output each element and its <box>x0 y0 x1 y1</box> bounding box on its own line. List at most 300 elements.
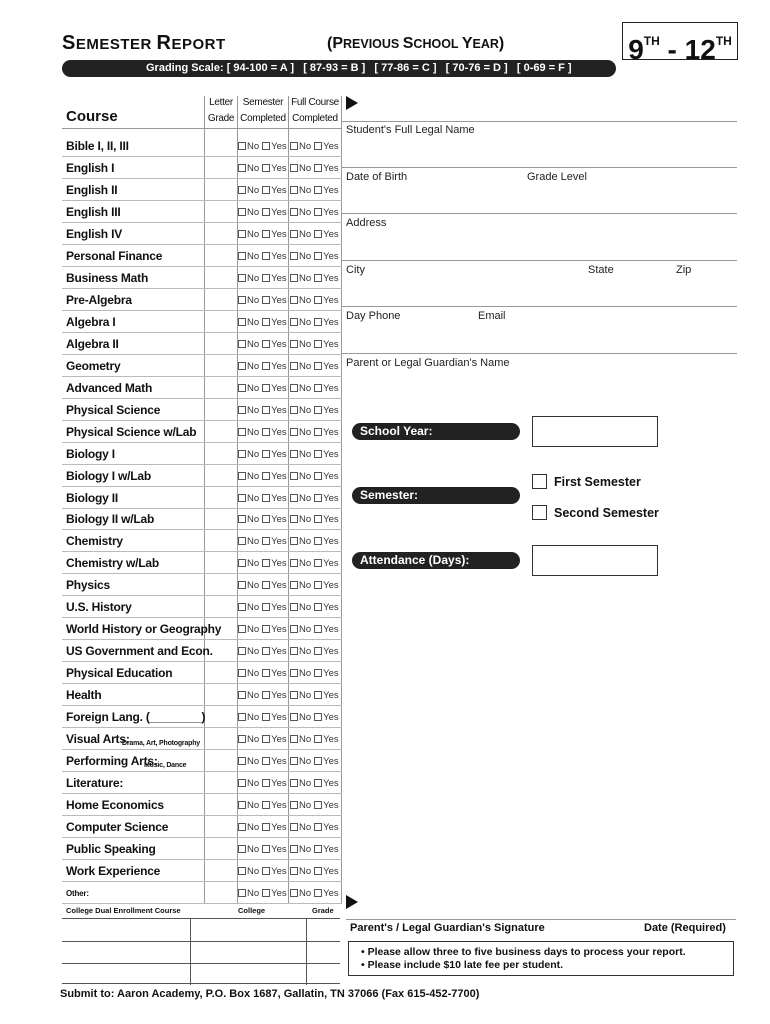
full-course-yes-checkbox[interactable] <box>314 230 322 238</box>
full-course-yes-checkbox[interactable] <box>314 142 322 150</box>
semester-no-checkbox[interactable] <box>238 691 246 699</box>
full-course-yes-checkbox[interactable] <box>314 362 322 370</box>
letter-grade-header: Letter Grade <box>207 97 235 124</box>
full-course-no-label: No <box>299 141 312 152</box>
letter-grade-cell[interactable] <box>205 883 237 902</box>
semester-no-checkbox[interactable] <box>238 230 246 238</box>
semester-yes-checkbox[interactable] <box>262 867 270 875</box>
student-name-field[interactable] <box>342 121 737 122</box>
semester-no-label: No <box>247 404 260 416</box>
semester-options <box>238 251 290 262</box>
full-course-yes-label: Yes <box>323 712 339 724</box>
full-course-yes-label: Yes <box>323 646 339 658</box>
letter-grade-cell[interactable] <box>205 180 237 199</box>
semester-yes-label: Yes <box>271 887 287 899</box>
semester-yes-label: Yes <box>271 668 287 680</box>
semester-yes-checkbox[interactable] <box>262 735 270 743</box>
full-course-no-checkbox[interactable] <box>290 581 298 589</box>
semester-yes-checkbox[interactable] <box>262 625 270 633</box>
full-course-no-checkbox[interactable] <box>290 823 298 831</box>
letter-grade-cell[interactable] <box>205 246 237 265</box>
semester-options <box>238 580 290 591</box>
zip-label: Zip <box>676 264 692 276</box>
full-course-no-label: No <box>299 558 312 570</box>
full-course-no-label: No <box>299 404 312 416</box>
semester-no-checkbox[interactable] <box>238 669 246 677</box>
semester-yes-checkbox[interactable] <box>262 691 270 699</box>
full-course-yes-checkbox[interactable] <box>314 757 322 765</box>
course-row <box>62 574 342 596</box>
letter-grade-cell[interactable] <box>205 663 237 682</box>
letter-grade-cell[interactable] <box>205 422 237 441</box>
full-course-yes-checkbox[interactable] <box>314 867 322 875</box>
full-course-yes-checkbox[interactable] <box>314 845 322 853</box>
letter-grade-cell[interactable] <box>205 224 237 243</box>
semester-yes-checkbox[interactable] <box>262 779 270 787</box>
course-row <box>62 706 342 728</box>
full-course-yes-checkbox[interactable] <box>314 515 322 523</box>
first-semester-checkbox[interactable] <box>532 474 547 489</box>
full-course-no-checkbox[interactable] <box>290 713 298 721</box>
school-year-input[interactable] <box>532 416 658 447</box>
full-course-no-checkbox[interactable] <box>290 164 298 172</box>
full-course-no-label: No <box>299 734 312 746</box>
semester-no-label: No <box>247 844 260 856</box>
letter-grade-cell[interactable] <box>205 817 237 836</box>
arrow-right-icon <box>346 96 358 110</box>
dob-field[interactable] <box>342 167 737 168</box>
semester-yes-checkbox[interactable] <box>262 340 270 348</box>
semester-yes-checkbox[interactable] <box>262 450 270 458</box>
letter-grade-cell[interactable] <box>205 136 237 155</box>
letter-grade-cell[interactable] <box>205 619 237 638</box>
semester-options <box>238 822 290 833</box>
grade-level-label: Grade Level <box>527 171 587 183</box>
full-course-no-checkbox[interactable] <box>290 142 298 150</box>
full-course-yes-checkbox[interactable] <box>314 647 322 655</box>
full-course-no-checkbox[interactable] <box>290 889 298 897</box>
full-course-yes-checkbox[interactable] <box>314 581 322 589</box>
semester-yes-checkbox[interactable] <box>262 757 270 765</box>
semester-no-label: No <box>247 184 260 196</box>
signature-field[interactable] <box>346 919 736 920</box>
letter-grade-cell[interactable] <box>205 707 237 726</box>
first-semester-label: First Semester <box>554 475 641 489</box>
full-course-no-label: No <box>299 360 312 372</box>
full-course-no-label: No <box>299 426 312 438</box>
semester-no-checkbox[interactable] <box>238 142 246 150</box>
full-course-options <box>290 822 342 833</box>
full-course-no-checkbox[interactable] <box>290 428 298 436</box>
full-course-yes-checkbox[interactable] <box>314 296 322 304</box>
second-semester-checkbox[interactable] <box>532 505 547 520</box>
course-name: Algebra I <box>66 314 116 329</box>
course-name: Visual Arts: <box>66 732 130 747</box>
full-course-no-label: No <box>299 250 312 262</box>
semester-no-checkbox[interactable] <box>238 889 246 897</box>
course-row <box>62 530 342 552</box>
semester-yes-label: Yes <box>271 338 287 350</box>
semester-no-checkbox[interactable] <box>238 647 246 655</box>
full-course-no-checkbox[interactable] <box>290 186 298 194</box>
full-course-yes-label: Yes <box>323 338 339 350</box>
semester-no-checkbox[interactable] <box>238 252 246 260</box>
full-course-no-checkbox[interactable] <box>290 340 298 348</box>
semester-yes-checkbox[interactable] <box>262 318 270 326</box>
full-course-no-checkbox[interactable] <box>290 559 298 567</box>
course-row <box>62 860 342 882</box>
letter-grade-cell[interactable] <box>205 751 237 770</box>
letter-grade-cell[interactable] <box>205 356 237 375</box>
semester-no-label: No <box>247 141 260 152</box>
full-course-yes-label: Yes <box>323 887 339 899</box>
full-course-yes-label: Yes <box>323 624 339 636</box>
full-course-no-checkbox[interactable] <box>290 537 298 545</box>
semester-yes-label: Yes <box>271 844 287 856</box>
semester-options <box>238 888 290 899</box>
letter-grade-cell[interactable] <box>205 466 237 485</box>
course-name: Public Speaking <box>66 842 156 857</box>
full-course-yes-checkbox[interactable] <box>314 713 322 721</box>
semester-yes-label: Yes <box>271 382 287 394</box>
semester-yes-checkbox[interactable] <box>262 472 270 480</box>
semester-no-checkbox[interactable] <box>238 537 246 545</box>
letter-grade-cell[interactable] <box>205 202 237 221</box>
semester-no-checkbox[interactable] <box>238 384 246 392</box>
full-course-no-checkbox[interactable] <box>290 603 298 611</box>
semester-no-checkbox[interactable] <box>238 340 246 348</box>
course-row <box>62 552 342 574</box>
full-course-no-label: No <box>299 382 312 394</box>
semester-no-checkbox[interactable] <box>238 428 246 436</box>
semester-no-checkbox[interactable] <box>238 713 246 721</box>
full-course-yes-checkbox[interactable] <box>314 889 322 897</box>
semester-yes-label: Yes <box>271 624 287 636</box>
full-course-no-checkbox[interactable] <box>290 845 298 853</box>
semester-no-checkbox[interactable] <box>238 318 246 326</box>
letter-grade-cell[interactable] <box>205 685 237 704</box>
semester-no-checkbox[interactable] <box>238 735 246 743</box>
semester-yes-checkbox[interactable] <box>262 647 270 655</box>
full-course-yes-checkbox[interactable] <box>314 208 322 216</box>
semester-no-checkbox[interactable] <box>238 559 246 567</box>
semester-no-label: No <box>247 360 260 372</box>
semester-no-label: No <box>247 514 260 526</box>
semester-no-checkbox[interactable] <box>238 186 246 194</box>
full-course-no-checkbox[interactable] <box>290 472 298 480</box>
full-course-no-label: No <box>299 272 312 284</box>
semester-yes-checkbox[interactable] <box>262 406 270 414</box>
full-course-yes-checkbox[interactable] <box>314 274 322 282</box>
full-course-yes-checkbox[interactable] <box>314 428 322 436</box>
semester-no-checkbox[interactable] <box>238 164 246 172</box>
semester-no-label: No <box>247 756 260 768</box>
full-course-no-label: No <box>299 602 312 614</box>
course-name: Business Math <box>66 270 149 285</box>
semester-yes-checkbox[interactable] <box>262 581 270 589</box>
attendance-input[interactable] <box>532 545 658 576</box>
course-row <box>62 421 342 443</box>
grading-scale-bar: Grading Scale: [ 94-100 = A ] [ 87-93 = B ] [ 77-86 = C ] [ 70-76 = D ] [ 0-69 = F ] <box>62 60 616 77</box>
full-course-options <box>290 756 342 767</box>
semester-options <box>238 800 290 811</box>
full-course-options <box>290 273 342 284</box>
letter-grade-cell[interactable] <box>205 553 237 572</box>
full-course-no-checkbox[interactable] <box>290 669 298 677</box>
full-course-yes-checkbox[interactable] <box>314 472 322 480</box>
full-course-yes-checkbox[interactable] <box>314 340 322 348</box>
course-name: Chemistry w/Lab <box>66 556 160 571</box>
semester-no-checkbox[interactable] <box>238 845 246 853</box>
full-course-options <box>290 888 342 899</box>
full-course-no-checkbox[interactable] <box>290 494 298 502</box>
full-course-no-checkbox[interactable] <box>290 384 298 392</box>
course-name: Other: <box>66 888 89 898</box>
attendance-label: Attendance (Days): <box>352 552 520 569</box>
full-course-yes-checkbox[interactable] <box>314 164 322 172</box>
semester-yes-checkbox[interactable] <box>262 559 270 567</box>
course-name: Biology II <box>66 490 119 505</box>
full-course-no-label: No <box>299 536 312 548</box>
full-course-no-checkbox[interactable] <box>290 208 298 216</box>
full-course-yes-checkbox[interactable] <box>314 779 322 787</box>
full-course-no-checkbox[interactable] <box>290 274 298 282</box>
semester-no-checkbox[interactable] <box>238 581 246 589</box>
semester-yes-checkbox[interactable] <box>262 274 270 282</box>
full-course-yes-label: Yes <box>323 206 339 218</box>
semester-yes-checkbox[interactable] <box>262 428 270 436</box>
full-course-yes-label: Yes <box>323 470 339 482</box>
semester-no-checkbox[interactable] <box>238 757 246 765</box>
course-note-wrap <box>144 756 186 770</box>
full-course-yes-checkbox[interactable] <box>314 735 322 743</box>
semester-yes-checkbox[interactable] <box>262 801 270 809</box>
address-label: Address <box>346 217 387 229</box>
semester-no-label: No <box>247 536 260 548</box>
semester-yes-label: Yes <box>271 690 287 702</box>
full-course-yes-label: Yes <box>323 778 339 790</box>
full-course-no-label: No <box>299 470 312 482</box>
semester-yes-checkbox[interactable] <box>262 142 270 150</box>
full-course-options <box>290 141 342 152</box>
letter-grade-cell[interactable] <box>205 861 237 880</box>
full-course-yes-checkbox[interactable] <box>314 537 322 545</box>
full-course-yes-checkbox[interactable] <box>314 823 322 831</box>
second-semester-label: Second Semester <box>554 506 659 520</box>
semester-yes-checkbox[interactable] <box>262 823 270 831</box>
letter-grade-cell[interactable] <box>205 773 237 792</box>
full-course-yes-checkbox[interactable] <box>314 691 322 699</box>
full-course-yes-label: Yes <box>323 141 339 152</box>
semester-yes-checkbox[interactable] <box>262 164 270 172</box>
full-course-yes-checkbox[interactable] <box>314 669 322 677</box>
semester-yes-checkbox[interactable] <box>262 208 270 216</box>
full-course-no-checkbox[interactable] <box>290 757 298 765</box>
course-row <box>62 662 342 684</box>
full-course-options <box>290 185 342 196</box>
semester-no-checkbox[interactable] <box>238 603 246 611</box>
letter-grade-cell[interactable] <box>205 444 237 463</box>
full-course-yes-checkbox[interactable] <box>314 450 322 458</box>
semester-completed-header: Semester Completed <box>240 97 286 124</box>
semester-yes-checkbox[interactable] <box>262 515 270 523</box>
full-course-yes-checkbox[interactable] <box>314 318 322 326</box>
full-course-yes-label: Yes <box>323 822 339 834</box>
semester-yes-checkbox[interactable] <box>262 230 270 238</box>
semester-no-checkbox[interactable] <box>238 779 246 787</box>
full-course-yes-label: Yes <box>323 316 339 328</box>
course-name: Physical Education <box>66 666 173 681</box>
course-row <box>62 772 342 794</box>
full-course-yes-checkbox[interactable] <box>314 494 322 502</box>
semester-options <box>238 558 290 569</box>
course-row <box>62 245 342 267</box>
full-course-no-checkbox[interactable] <box>290 318 298 326</box>
letter-grade-cell[interactable] <box>205 488 237 507</box>
full-course-no-checkbox[interactable] <box>290 296 298 304</box>
course-name: Health <box>66 688 102 703</box>
semester-yes-checkbox[interactable] <box>262 713 270 721</box>
full-course-no-checkbox[interactable] <box>290 735 298 743</box>
letter-grade-cell[interactable] <box>205 575 237 594</box>
semester-no-checkbox[interactable] <box>238 867 246 875</box>
state-label: State <box>588 264 614 276</box>
semester-yes-checkbox[interactable] <box>262 669 270 677</box>
full-course-no-checkbox[interactable] <box>290 362 298 370</box>
semester-no-checkbox[interactable] <box>238 208 246 216</box>
letter-grade-cell[interactable] <box>205 290 237 309</box>
letter-grade-cell[interactable] <box>205 839 237 858</box>
city-field[interactable] <box>342 260 737 261</box>
address-field[interactable] <box>342 213 737 214</box>
full-course-no-checkbox[interactable] <box>290 252 298 260</box>
letter-grade-cell[interactable] <box>205 729 237 748</box>
semester-yes-label: Yes <box>271 470 287 482</box>
semester-yes-checkbox[interactable] <box>262 494 270 502</box>
full-course-yes-label: Yes <box>323 558 339 570</box>
letter-grade-cell[interactable] <box>205 795 237 814</box>
full-course-no-checkbox[interactable] <box>290 867 298 875</box>
full-course-yes-checkbox[interactable] <box>314 603 322 611</box>
processing-note: • Please allow three to five business days to process your report. <box>361 946 686 958</box>
letter-grade-cell[interactable] <box>205 531 237 550</box>
full-course-no-checkbox[interactable] <box>290 230 298 238</box>
full-course-no-checkbox[interactable] <box>290 691 298 699</box>
semester-yes-label: Yes <box>271 448 287 460</box>
course-row <box>62 596 342 618</box>
guardian-name-field[interactable] <box>342 353 737 354</box>
full-course-yes-label: Yes <box>323 690 339 702</box>
course-name: English I <box>66 160 115 175</box>
full-course-yes-checkbox[interactable] <box>314 406 322 414</box>
full-course-yes-checkbox[interactable] <box>314 252 322 260</box>
full-course-yes-checkbox[interactable] <box>314 801 322 809</box>
full-course-options <box>290 844 342 855</box>
full-course-no-label: No <box>299 712 312 724</box>
full-course-options <box>290 624 342 635</box>
semester-no-checkbox[interactable] <box>238 515 246 523</box>
full-course-options <box>290 558 342 569</box>
course-row <box>62 882 342 904</box>
course-row <box>62 508 342 530</box>
semester-yes-checkbox[interactable] <box>262 252 270 260</box>
semester-yes-label: Yes <box>271 514 287 526</box>
semester-options <box>238 339 290 350</box>
semester-yes-checkbox[interactable] <box>262 537 270 545</box>
full-course-yes-checkbox[interactable] <box>314 186 322 194</box>
full-course-options <box>290 229 342 240</box>
full-course-no-checkbox[interactable] <box>290 625 298 633</box>
semester-no-label: No <box>247 800 260 812</box>
semester-no-label: No <box>247 580 260 592</box>
phone-field[interactable] <box>342 306 737 307</box>
letter-grade-cell[interactable] <box>205 400 237 419</box>
semester-yes-checkbox[interactable] <box>262 889 270 897</box>
semester-no-checkbox[interactable] <box>238 296 246 304</box>
semester-no-checkbox[interactable] <box>238 362 246 370</box>
semester-options <box>238 317 290 328</box>
semester-no-checkbox[interactable] <box>238 450 246 458</box>
semester-no-checkbox[interactable] <box>238 472 246 480</box>
letter-grade-cell[interactable] <box>205 158 237 177</box>
course-row <box>62 399 342 421</box>
semester-no-checkbox[interactable] <box>238 494 246 502</box>
dual-enrollment-grid[interactable] <box>62 918 340 984</box>
semester-options <box>238 185 290 196</box>
full-course-yes-checkbox[interactable] <box>314 384 322 392</box>
letter-grade-cell[interactable] <box>205 509 237 528</box>
full-course-no-checkbox[interactable] <box>290 801 298 809</box>
full-course-no-checkbox[interactable] <box>290 779 298 787</box>
full-course-yes-checkbox[interactable] <box>314 625 322 633</box>
letter-grade-cell[interactable] <box>205 268 237 287</box>
semester-no-checkbox[interactable] <box>238 406 246 414</box>
course-name: Foreign Lang. (________) <box>66 710 206 725</box>
full-course-no-label: No <box>299 162 312 174</box>
full-course-yes-label: Yes <box>323 844 339 856</box>
letter-grade-cell[interactable] <box>205 378 237 397</box>
letter-grade-cell[interactable] <box>205 641 237 660</box>
semester-yes-checkbox[interactable] <box>262 845 270 853</box>
semester-options <box>238 493 290 504</box>
semester-no-checkbox[interactable] <box>238 625 246 633</box>
full-course-no-checkbox[interactable] <box>290 515 298 523</box>
semester-no-label: No <box>247 712 260 724</box>
course-name: Computer Science <box>66 820 169 835</box>
course-note-wrap <box>122 734 200 748</box>
full-course-no-checkbox[interactable] <box>290 450 298 458</box>
full-course-no-checkbox[interactable] <box>290 406 298 414</box>
semester-yes-checkbox[interactable] <box>262 296 270 304</box>
course-row <box>62 355 342 377</box>
full-course-no-checkbox[interactable] <box>290 647 298 655</box>
semester-yes-checkbox[interactable] <box>262 384 270 392</box>
semester-no-checkbox[interactable] <box>238 274 246 282</box>
letter-grade-cell[interactable] <box>205 312 237 331</box>
semester-no-checkbox[interactable] <box>238 801 246 809</box>
semester-yes-label: Yes <box>271 646 287 658</box>
semester-yes-checkbox[interactable] <box>262 603 270 611</box>
full-course-yes-checkbox[interactable] <box>314 559 322 567</box>
letter-grade-cell[interactable] <box>205 597 237 616</box>
letter-grade-cell[interactable] <box>205 334 237 353</box>
semester-yes-checkbox[interactable] <box>262 362 270 370</box>
semester-no-checkbox[interactable] <box>238 823 246 831</box>
semester-yes-checkbox[interactable] <box>262 186 270 194</box>
semester-no-label: No <box>247 272 260 284</box>
full-course-no-label: No <box>299 624 312 636</box>
semester-no-label: No <box>247 602 260 614</box>
